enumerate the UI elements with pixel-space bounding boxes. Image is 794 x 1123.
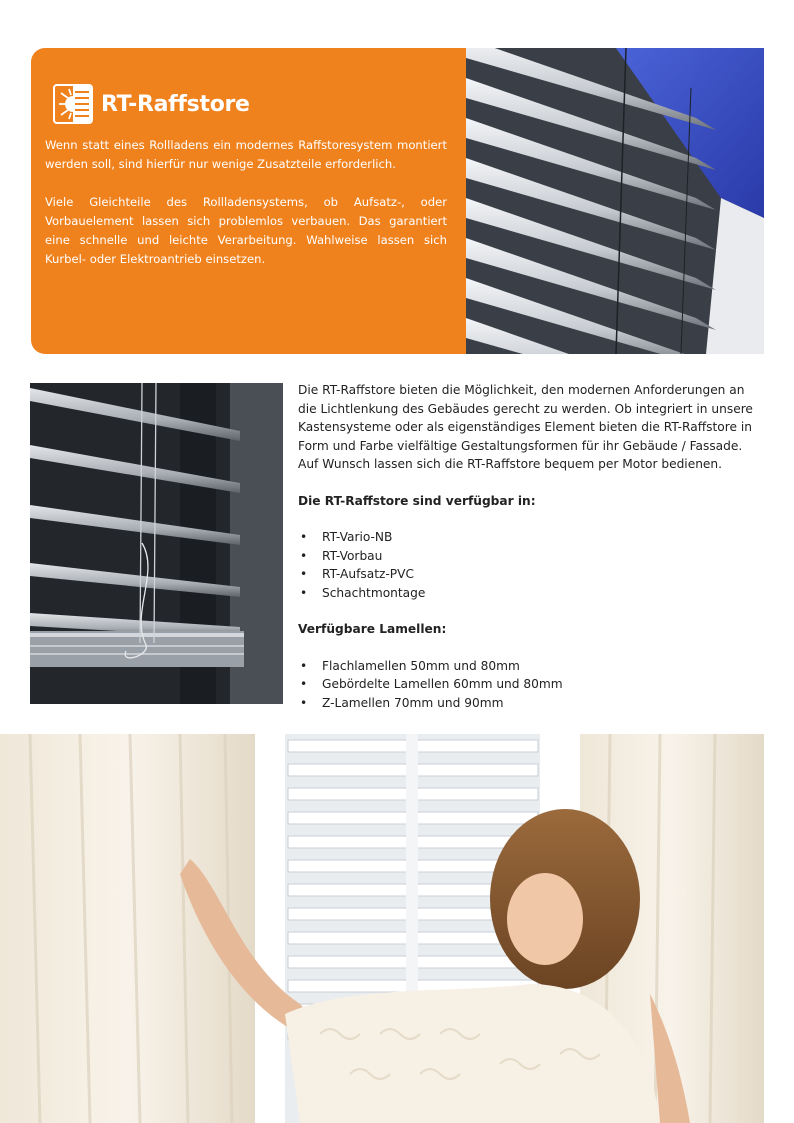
availability-heading: Die RT-Raffstore sind verfügbar in: — [298, 493, 536, 508]
logo — [53, 82, 250, 126]
lamellen-list — [298, 657, 764, 713]
raffstore-closeup-photo — [466, 48, 764, 354]
woman-curtain-photo — [0, 734, 764, 1123]
list-item: • RT-Vorbau — [298, 547, 764, 566]
description-column — [298, 381, 764, 712]
list-item: • RT-Vario-NB — [298, 528, 764, 547]
raffstore-window-photo — [30, 383, 283, 704]
list-item: • Z-Lamellen 70mm und 90mm — [298, 694, 764, 713]
list-item: • RT-Aufsatz-PVC — [298, 565, 764, 584]
sun-window-icon — [53, 84, 93, 124]
intro-paragraph-1: Wenn statt eines Rollladens ein modernes Raffstoresystem montiert werden soll, sind hierfür nur wenige Zusatzteile erforderlich. — [45, 138, 447, 171]
header-panel — [31, 48, 467, 354]
lead-paragraph: Die RT-Raffstore bieten die Möglichkeit, den modernen Anforderungen an die Lichtlenkung des Gebäudes gerecht zu werden. Ob integriert in unsere Kastensysteme oder als eigenständiges Element bieten die RT-Raffstore in Form und Farbe vielfältige Gestaltungsformen für ihr Gebäude / Fassade. Auf Wunsch lassen sich die RT-Raffstore bequem per Motor bedienen. — [298, 383, 753, 471]
lamellen-heading: Verfügbare Lamellen: — [298, 622, 447, 636]
intro-text — [45, 136, 447, 288]
list-item: • Gebördelte Lamellen 60mm und 80mm — [298, 675, 764, 694]
list-item: • Flachlamellen 50mm und 80mm — [298, 657, 764, 676]
availability-list — [298, 528, 764, 602]
intro-paragraph-2: Viele Gleichteile des Rollladensystems, ob Aufsatz-, oder Vorbauelement lassen sich problemlos verbauen. Das garantiert eine schnelle und leichte Verarbeitung. Wahlweise lassen sich Kurbel- oder Elektroantrieb einsetzen. — [45, 195, 447, 266]
list-item: • Schachtmontage — [298, 584, 764, 603]
page-title: RT-Raffstore — [101, 91, 250, 117]
